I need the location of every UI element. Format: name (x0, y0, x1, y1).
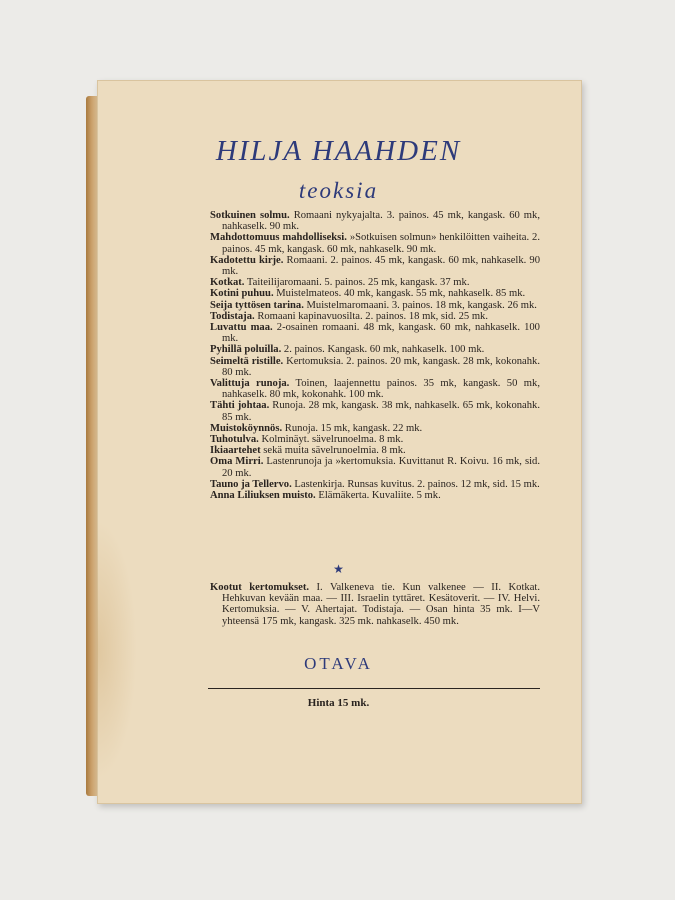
works-entry (210, 445, 540, 456)
works-entry-title: Mahdottomuus mahdolliseksi. (210, 232, 347, 244)
works-entry (210, 311, 540, 322)
works-entry-desc: Runoja. 28 mk, kangask. 38 mk, nahkaselk. 65 mk, kokonahk. 85 mk. (222, 400, 540, 423)
works-entry (210, 232, 540, 254)
works-entry (210, 288, 540, 299)
works-entry-title: Anna Liliuksen muisto. (210, 490, 316, 502)
works-entry-desc: Taiteilijaromaani. 5. painos. 25 mk, kangask. 37 mk. (246, 277, 470, 289)
works-entry-title: Todistaja. (210, 310, 255, 322)
works-entry (210, 356, 540, 378)
works-entry (210, 479, 540, 490)
works-entry-title: Pyhillä poluilla. (210, 344, 282, 356)
works-entry-desc: Romaani kapinavuosilta. 2. painos. 18 mk, sid. 25 mk. (257, 310, 489, 322)
works-entry-title: Kadotettu kirje. (210, 254, 284, 266)
works-entry-desc: Runoja. 15 mk, kangask. 22 mk. (284, 422, 423, 434)
works-entry (210, 255, 540, 277)
works-entry-title: Seimeltä ristille. (210, 355, 284, 367)
works-entry-desc: Toinen, laajennettu painos. 35 mk, kangask. 50 mk, nahkaselk. 80 mk, kokonahk. 100 mk. (222, 378, 540, 401)
collected-works-desc: I. Valkeneva tie. Kun valkenee — II. Kotkat. Hehkuvan kevään maa. — III. Israelin tyttäret. Kesätoverit. — IV. Helvi. Kertomuksia. — V. Ahertajat. Todistaja. — Osan hinta 35 mk. I—V yhteensä 175 mk, kangask. 325 mk. nahkaselk. 450 mk. (222, 582, 540, 627)
works-subtitle: teoksia (298, 178, 379, 203)
works-entry (210, 456, 540, 478)
works-entry-title: Muistoköynnös. (210, 422, 283, 434)
author-heading: HILJA HAAHDEN (215, 135, 462, 167)
works-entry-title: Sotkuinen solmu. (210, 210, 290, 221)
publisher-name: OTAVA (304, 654, 373, 673)
works-entry (210, 210, 540, 232)
works-entry (210, 423, 540, 434)
works-entry-desc: Lastenkirja. Runsas kuvitus. 2. painos. 12 mk, sid. 15 mk. (294, 478, 540, 490)
works-list (210, 210, 540, 501)
works-entry-desc: Muistelmaromaani. 3. painos. 18 mk, kangask. 26 mk. (306, 299, 537, 311)
works-entry-title: Kotini puhuu. (210, 288, 274, 300)
works-entry (210, 378, 540, 400)
works-entry-title: Tuhotulva. (210, 434, 259, 446)
works-entry-title: Tauno ja Tellervo. (210, 478, 292, 490)
works-entry (210, 322, 540, 344)
works-entry (210, 277, 540, 288)
collected-works (210, 582, 540, 627)
works-entry-title: Kotkat. (210, 277, 245, 289)
works-entry-title: Ikiaartehet (210, 445, 261, 457)
works-entry-title: Luvattu maa. (210, 322, 273, 334)
works-entry-title: Seija tyttösen tarina. (210, 299, 304, 311)
works-entry-desc: Romaani. 2. painos. 45 mk, kangask. 60 mk, nahkaselk. 90 mk. (222, 254, 540, 278)
works-entry-desc: Kertomuksia. 2. painos. 20 mk, kangask. 28 mk, kokonahk. 80 mk. (222, 355, 540, 378)
works-entry (210, 434, 540, 445)
works-entry-desc: Muistelmateos. 40 mk, kangask. 55 mk, nahkaselk. 85 mk. (276, 288, 526, 300)
works-entry-desc: 2. painos. Kangask. 60 mk, nahkaselk. 100 mk. (283, 344, 485, 356)
works-entry-desc: Kolminäyt. sävelrunoelma. 8 mk. (261, 434, 404, 446)
works-entry-title: Tähti johtaa. (210, 400, 270, 412)
works-entry (210, 490, 540, 501)
star-ornament: ★ (333, 562, 344, 576)
paper-stain (97, 520, 137, 780)
works-entry (210, 344, 540, 355)
works-entry-desc: sekä muita sävelrunoelmia. 8 mk. (263, 445, 406, 457)
works-entry-desc: Elämäkerta. Kuvaliite. 5 mk. (318, 490, 441, 502)
works-entry-title: Oma Mirri. (210, 456, 264, 468)
works-entry (210, 400, 540, 422)
works-entry-desc: 2-osainen romaani. 48 mk, kangask. 60 mk, nahkaselk. 100 mk. (222, 322, 540, 345)
collected-works-title: Kootut kertomukset. (210, 582, 310, 593)
works-entry-desc: Lastenrunoja ja »kertomuksia. Kuvittanut R. Koivu. 16 mk, sid. 20 mk. (222, 456, 540, 479)
divider-rule (208, 688, 540, 689)
works-entry (210, 300, 540, 311)
price-label: Hinta 15 mk. (307, 697, 370, 709)
works-entry-desc: »Sotkuisen solmun» henkilöitten vaiheita. 2. painos. 45 mk, kangask. 60 mk, nahkaselk. 90 mk. (222, 232, 541, 255)
works-entry-desc: Romaani nykyajalta. 3. painos. 45 mk, kangask. 60 mk, nahkaselk. 90 mk. (222, 210, 540, 233)
works-entry-title: Valittuja runoja. (210, 378, 290, 390)
